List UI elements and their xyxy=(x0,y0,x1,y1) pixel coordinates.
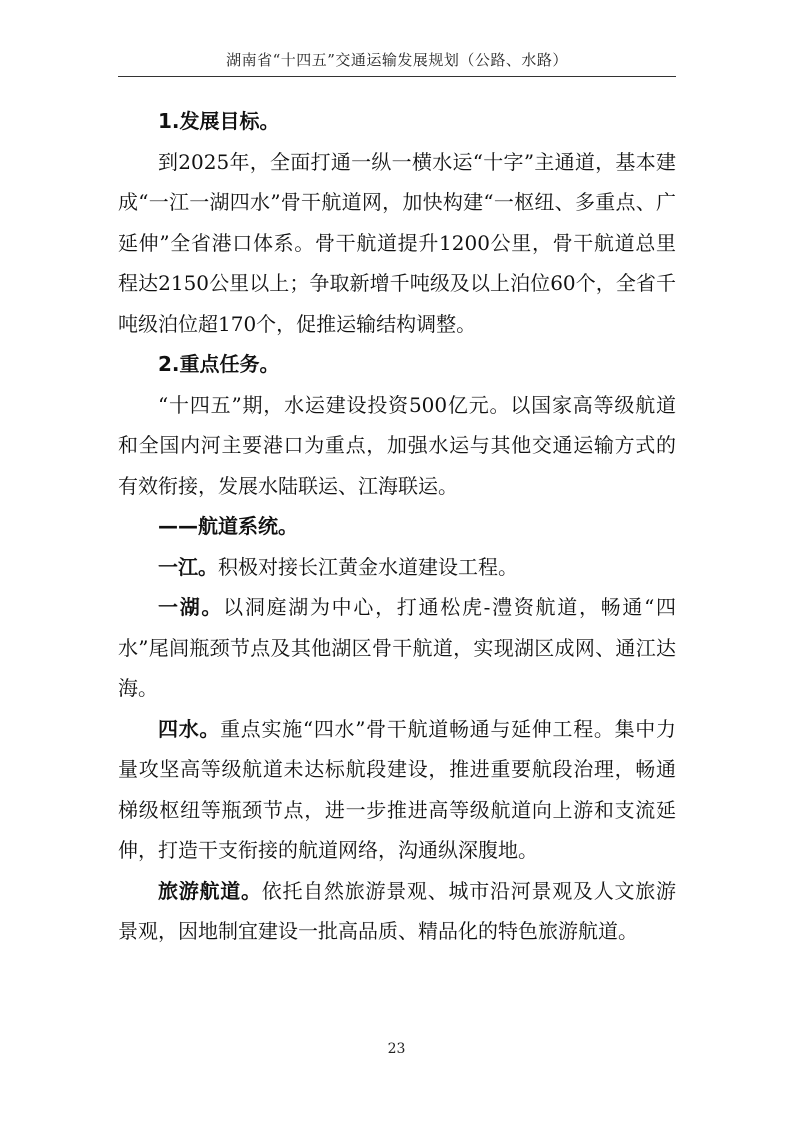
tourism-label: 旅游航道。 xyxy=(158,878,262,903)
tasks-heading-text: 2.重点任务。 xyxy=(158,352,280,376)
goal-heading-text: 1.发展目标。 xyxy=(158,109,280,133)
tasks-heading xyxy=(118,344,676,385)
goal-heading xyxy=(118,101,676,142)
yihu-text: 以洞庭湖为中心，打通松虎-澧资航道，畅通“四水”尾闾瓶颈节点及其他湖区骨干航道，实现湖区成网、通江达海。 xyxy=(118,595,677,700)
page-number: 23 xyxy=(387,1041,406,1057)
channel-heading-text: ——航道系统。 xyxy=(158,514,298,538)
document-body xyxy=(118,101,676,952)
tourism-text: 依托自然旅游景观、城市沿河景观及人文旅游景观，因地制宜建设一批高品质、精品化的特色旅游航道。 xyxy=(118,878,676,943)
sishui-label: 四水。 xyxy=(158,716,221,741)
channel-heading xyxy=(118,506,676,547)
yijiang-paragraph xyxy=(118,547,676,588)
yijiang-text: 积极对接长江黄金水道建设工程。 xyxy=(218,554,518,579)
goal-paragraph: 到2025年，全面打通一纵一横水运“十字”主通道，基本建成“一江一湖四水”骨干航道网，加快构建“一枢纽、多重点、广延伸”全省港口体系。骨干航道提升1200公里，骨干航道总里程达2150公里以上；争取新增千吨级及以上泊位60个，全省千吨级泊位超170个，促推运输结构调整。 xyxy=(118,149,676,336)
running-header: 湖南省“十四五”交通运输发展规划（公路、水路） xyxy=(226,51,568,69)
yihu-label: 一湖。 xyxy=(158,595,224,619)
sishui-paragraph xyxy=(118,709,676,871)
sishui-text: 重点实施“四水”骨干航道畅通与延伸工程。集中力量攻坚高等级航道未达标航段建设，推进重要航段治理，畅通梯级枢纽等瓶颈节点，进一步推进高等级航道向上游和支流延伸，打造干支衔接的航道网络，沟通纵深腹地。 xyxy=(118,716,676,862)
tasks-paragraph: “十四五”期，水运建设投资500亿元。以国家高等级航道和全国内河主要港口为重点，加强水运与其他交通运输方式的有效衔接，发展水陆联运、江海联运。 xyxy=(118,392,676,498)
yihu-paragraph xyxy=(118,587,676,709)
tourism-paragraph xyxy=(118,871,676,952)
yijiang-label: 一江。 xyxy=(158,554,218,579)
header-rule xyxy=(118,76,676,77)
